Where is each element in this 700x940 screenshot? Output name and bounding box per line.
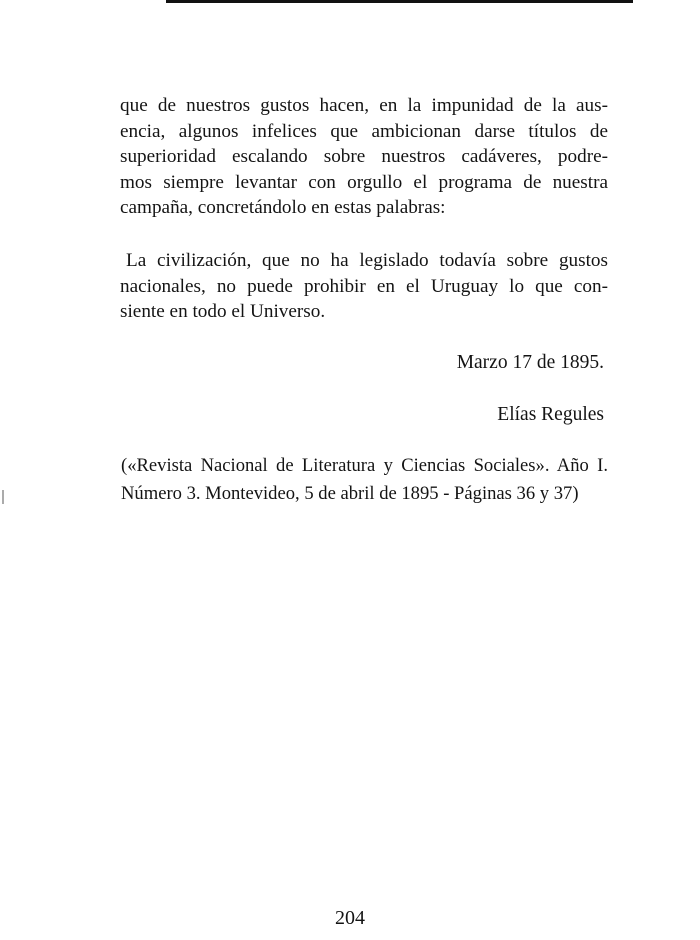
author-signature: Elías Regules [497,404,604,425]
paragraph-1-line: campaña, concretándolo en estas palabras: [120,197,446,218]
paragraph-2-line: nacionales, no puede prohibir en el Uruguay lo que con- [120,275,608,297]
page-number: 204 [335,907,365,929]
paragraph-1-line: encia, algunos infelices que ambicionan darse títulos de [120,120,608,142]
body-paragraph-1 [120,93,608,221]
paragraph-1-line: mos siempre levantar con orgullo el programa de nuestra [120,171,608,193]
paragraph-2-line: siente en todo el Universo. [120,301,326,322]
paragraph-2-line: La civilización, que no ha legislado todavía sobre gustos [126,250,608,271]
top-rule [166,0,633,3]
paragraph-1-line: que de nuestros gustos hacen, en la impunidad de la aus- [120,95,608,116]
citation-line: Número 3. Montevideo, 5 de abril de 1895 - Páginas 36 y 37) [121,483,579,504]
source-citation [121,452,608,508]
paragraph-1-line: superioridad escalando sobre nuestros cadáveres, podre- [120,146,608,167]
body-paragraph-2 [120,248,608,325]
citation-line: («Revista Nacional de Literatura y Ciencias Sociales». Año I. [121,455,608,476]
scan-edge-mark [2,490,4,504]
date-line: Marzo 17 de 1895. [456,352,604,373]
